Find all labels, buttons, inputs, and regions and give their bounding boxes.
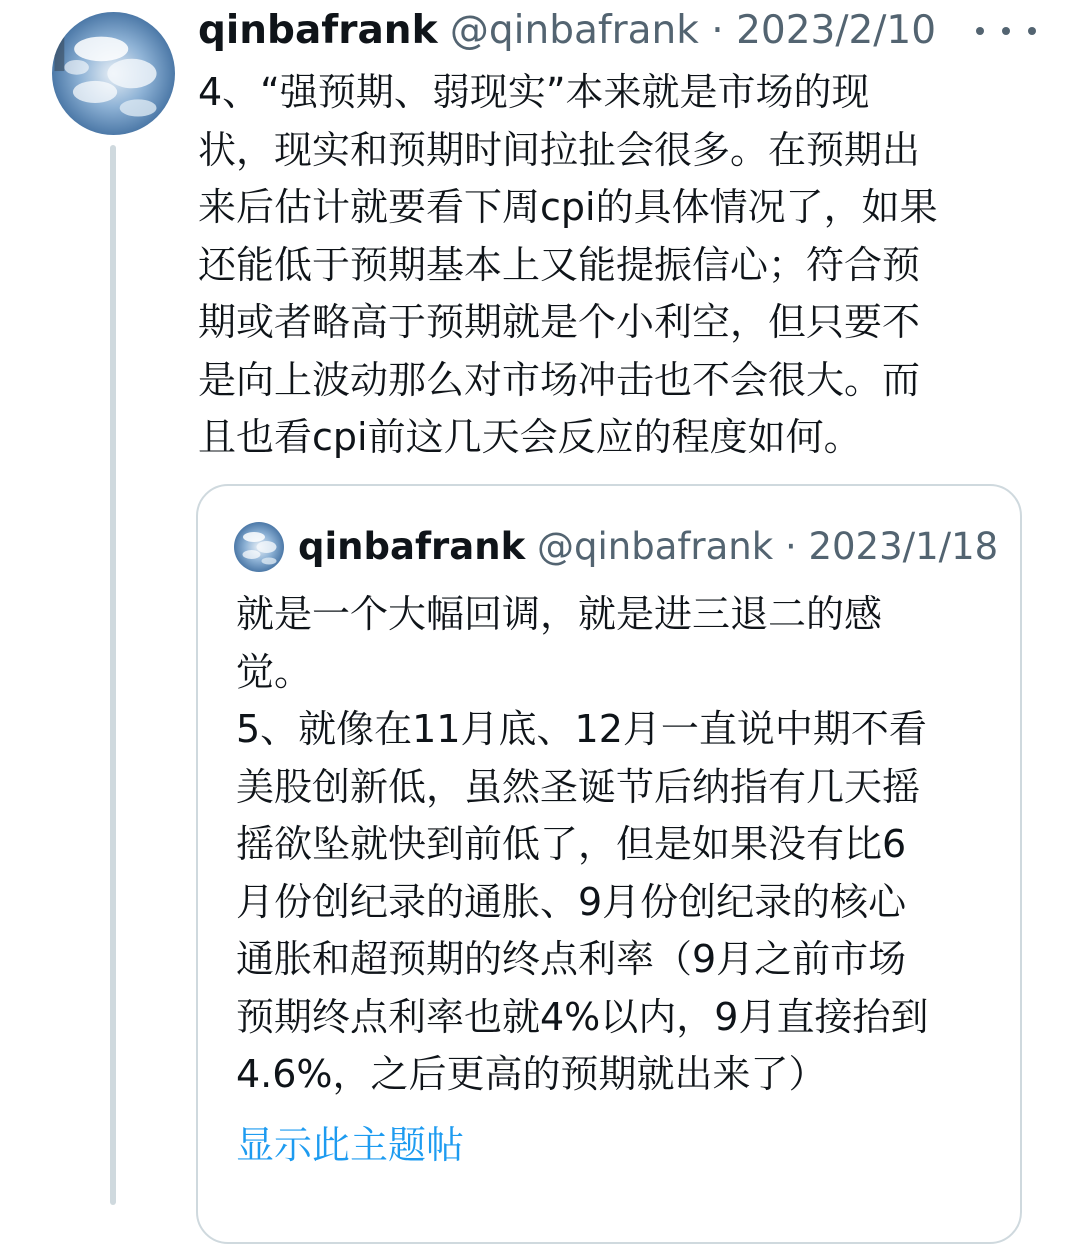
- quoted-tweet-header: [298, 522, 998, 572]
- tweet-date[interactable]: 2023/2/10: [736, 8, 937, 53]
- quoted-author-avatar[interactable]: [234, 522, 284, 572]
- sky-clouds-avatar-icon: [234, 522, 284, 572]
- author-avatar[interactable]: [52, 12, 175, 135]
- author-display-name[interactable]: qinbafrank: [198, 8, 438, 53]
- more-options-icon[interactable]: [976, 14, 1036, 48]
- more-dot: [1002, 27, 1010, 35]
- tweet-body-text: 4、“强预期、弱现实”本来就是市场的现 状，现实和预期时间拉扯会很多。在预期出 来后估计就要看下周cpi的具体情况了，如果 还能低于预期基本上又能提振信心；符合预 期或者略高于预期就是个小利空，但只要不 是向上波动那么对市场冲击也不会很大。而 且也看cpi前这几天会反应的程度如何。: [198, 70, 938, 459]
- quoted-author-display-name[interactable]: qinbafrank: [298, 525, 526, 568]
- header-separator: ·: [711, 8, 724, 53]
- quoted-tweet-body-text: 就是一个大幅回调，就是进三退二的感 觉。 5、就像在11月底、12月一直说中期不看 美股创新低，虽然圣诞节后纳指有几天摇 摇欲坠就快到前低了，但是如果没有比6 月份创纪录的通胀、9月份创纪录的核心 通胀和超预期的终点利率（9月之前市场 预期终点利率也就4%以内，9月直接抬到 4.6%，之后更高的预期就出来了）: [236, 592, 929, 1096]
- quoted-header-separator: ·: [784, 525, 797, 568]
- more-dot: [976, 27, 984, 35]
- quoted-author-handle[interactable]: @qinbafrank: [537, 525, 774, 568]
- more-dot: [1028, 27, 1036, 35]
- author-handle[interactable]: @qinbafrank: [449, 8, 699, 53]
- thread-connector-line: [110, 145, 116, 1205]
- tweet-header: [198, 6, 936, 56]
- sky-clouds-avatar-icon: [52, 12, 175, 135]
- show-thread-link[interactable]: 显示此主题帖: [236, 1123, 465, 1167]
- quoted-tweet-card[interactable]: [196, 484, 1022, 1244]
- quoted-tweet-date[interactable]: 2023/1/18: [808, 525, 999, 568]
